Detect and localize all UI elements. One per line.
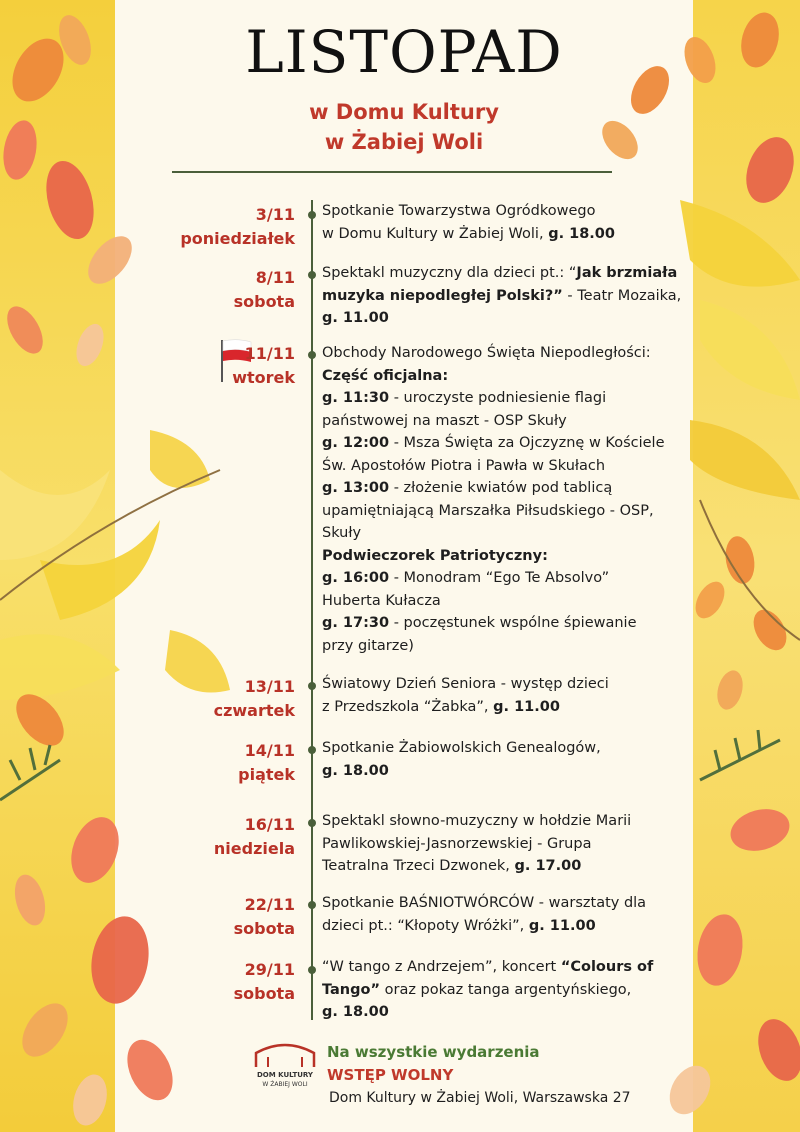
event-description-line — [322, 545, 687, 568]
event-date-number: 8/11 — [255, 268, 295, 287]
event-description-line — [322, 612, 687, 635]
free-entry-label: WSTĘP WOLNY — [327, 1066, 454, 1084]
event-text: przy gitarze) — [322, 637, 414, 654]
event-date — [180, 203, 295, 251]
event-text-bold: g. 11.00 — [528, 917, 596, 934]
timeline-line — [311, 200, 313, 1020]
page-title: LISTOPAD — [245, 18, 563, 86]
event-description — [322, 737, 687, 782]
event-description-line — [322, 200, 687, 223]
svg-text:DOM KULTURY: DOM KULTURY — [257, 1071, 313, 1079]
event-day-name: piątek — [238, 765, 295, 784]
event-day-name: poniedziałek — [180, 229, 295, 248]
event-text: “W tango z Andrzejem”, koncert — [322, 959, 561, 975]
subtitle-line-1: w Domu Kultury — [309, 100, 499, 124]
event-description-line — [322, 635, 687, 658]
event-text-bold: Jak brzmiała — [576, 265, 678, 281]
event-description-line — [322, 477, 687, 500]
event-text-bold: g. 12:00 — [322, 435, 390, 451]
event-date-number: 16/11 — [244, 815, 295, 834]
event-description-line — [322, 387, 687, 410]
event-text-bold: g. 18.00 — [322, 1004, 389, 1020]
event-description-line — [322, 915, 687, 938]
event-text-bold: g. 18.00 — [322, 762, 389, 779]
event-description-line — [322, 673, 687, 696]
event-description-line — [322, 262, 687, 285]
event-text-bold: g. 18.00 — [548, 225, 615, 242]
event-date-number: 22/11 — [244, 895, 295, 914]
event-description — [322, 342, 687, 657]
subtitle-line-2: w Żabiej Woli — [324, 130, 484, 154]
event-date — [234, 958, 295, 1006]
event-day-name: niedziela — [213, 839, 295, 858]
timeline-dot — [308, 271, 316, 279]
event-date — [238, 739, 295, 787]
event-text: dzieci pt.: “Kłopoty Wróżki”, — [322, 917, 529, 934]
event-text: Spotkanie Żabiowolskich Genealogów, — [322, 740, 601, 756]
event-date-number: 11/11 — [244, 344, 295, 363]
event-day-name: wtorek — [232, 368, 295, 387]
event-description-line — [322, 979, 687, 1002]
timeline-dot — [308, 211, 316, 219]
event-text: - Monodram “Ego Te Absolvo” — [389, 570, 610, 586]
event-text: Teatralna Trzeci Dzwonek, — [322, 858, 515, 874]
event-text: upamiętniającą Marszałka Piłsudskiego - OSP, — [322, 502, 654, 519]
event-text: Pawlikowskiej-Jasnorzewskiej - Grupa — [322, 835, 592, 852]
event-description-line — [322, 455, 687, 478]
event-description-line — [322, 567, 687, 590]
event-date-number: 3/11 — [255, 205, 295, 224]
event-description-line — [322, 522, 687, 545]
event-text-bold: Tango” — [322, 981, 380, 998]
timeline-dot — [308, 819, 316, 827]
timeline-dot — [308, 901, 316, 909]
event-date-number: 13/11 — [244, 677, 295, 696]
event-text: oraz pokaz tanga argentyńskiego, — [380, 981, 632, 998]
event-description-line — [322, 500, 687, 523]
event-description-line — [322, 760, 687, 783]
event-text: Skuły — [322, 525, 362, 541]
timeline-dot — [308, 351, 316, 359]
event-description-line — [322, 956, 687, 979]
event-description-line — [322, 223, 687, 246]
event-text-bold: muzyka niepodległej Polski?” — [322, 287, 563, 304]
event-description-line — [322, 1001, 687, 1024]
event-day-name: sobota — [233, 292, 295, 311]
venue-address: Dom Kultury w Żabiej Woli, Warszawska 27 — [329, 1090, 631, 1106]
event-description-line — [322, 810, 687, 833]
event-text: - uroczyste podniesienie flagi — [389, 390, 607, 406]
event-date — [234, 893, 295, 941]
event-description-line — [322, 833, 687, 856]
event-day-name: sobota — [233, 984, 295, 1003]
event-description-line — [322, 696, 687, 719]
event-text: w Domu Kultury w Żabiej Woli, — [322, 225, 549, 242]
event-text: Światowy Dzień Seniora - występ dzieci — [322, 676, 609, 692]
event-description — [322, 810, 687, 878]
event-description-line — [322, 855, 687, 878]
event-text: - Msza Święta za Ojczyznę w Kościele — [389, 435, 665, 451]
event-text: Obchody Narodowego Święta Niepodległości: — [322, 345, 651, 361]
event-day-name: sobota — [233, 919, 295, 938]
event-text: - Teatr Mozaika, — [562, 287, 682, 304]
event-description — [322, 262, 687, 330]
event-description-line — [322, 432, 687, 455]
event-text-bold: g. 17.00 — [514, 858, 582, 874]
event-text-bold: g. 16:00 — [322, 570, 390, 586]
event-date-number: 29/11 — [244, 960, 295, 979]
event-date — [232, 342, 295, 390]
event-text-bold: g. 13:00 — [322, 480, 390, 496]
event-text-bold: Część oficjalna: — [322, 367, 449, 384]
event-text: Spotkanie Towarzystwa Ogródkowego — [322, 203, 596, 219]
event-text: - złożenie kwiatów pod tablicą — [389, 480, 613, 496]
event-description-line — [322, 285, 687, 308]
timeline-dot — [308, 682, 316, 690]
event-text: Spotkanie BAŚNIOTWÓRCÓW - warsztaty dla — [322, 895, 647, 911]
event-text: państwowej na maszt - OSP Skuły — [322, 412, 567, 429]
event-text-bold: g. 11.00 — [493, 698, 560, 715]
event-text: Spektakl słowno-muzyczny w hołdzie Marii — [322, 813, 632, 829]
event-text: Św. Apostołów Piotra i Pawła w Skułach — [322, 457, 606, 474]
free-entry-intro: Na wszystkie wydarzenia — [327, 1043, 540, 1061]
event-text: - poczęstunek wspólne śpiewanie — [389, 615, 637, 631]
event-description — [322, 673, 687, 718]
event-description-line — [322, 410, 687, 433]
event-description-line — [322, 892, 687, 915]
event-description-line — [322, 365, 687, 388]
timeline-dot — [308, 966, 316, 974]
event-text: z Przedszkola “Żabka”, — [322, 698, 494, 715]
event-text-bold: g. 17:30 — [322, 615, 390, 631]
event-date-number: 14/11 — [244, 741, 295, 760]
event-text: Huberta Kułacza — [322, 592, 441, 609]
svg-text:W ŻABIEJ WOLI: W ŻABIEJ WOLI — [262, 1081, 308, 1088]
event-description-line — [322, 590, 687, 613]
event-date — [214, 675, 295, 723]
event-text-bold: g. 11.00 — [322, 310, 389, 326]
event-date — [214, 813, 295, 861]
dom-kultury-logo — [250, 1037, 320, 1093]
event-text-bold: “Colours of — [560, 959, 654, 975]
event-description-line — [322, 342, 687, 365]
event-description-line — [322, 737, 687, 760]
event-day-name: czwartek — [213, 701, 295, 720]
timeline-dot — [308, 746, 316, 754]
header-divider — [172, 171, 612, 173]
event-text-bold: g. 11:30 — [322, 390, 390, 406]
event-description — [322, 956, 687, 1024]
event-description — [322, 200, 687, 245]
event-date — [234, 266, 295, 314]
event-description — [322, 892, 687, 937]
event-text-bold: Podwieczorek Patriotyczny: — [322, 547, 548, 564]
event-description-line — [322, 307, 687, 330]
event-text: Spektakl muzyczny dla dzieci pt.: “ — [322, 265, 577, 281]
